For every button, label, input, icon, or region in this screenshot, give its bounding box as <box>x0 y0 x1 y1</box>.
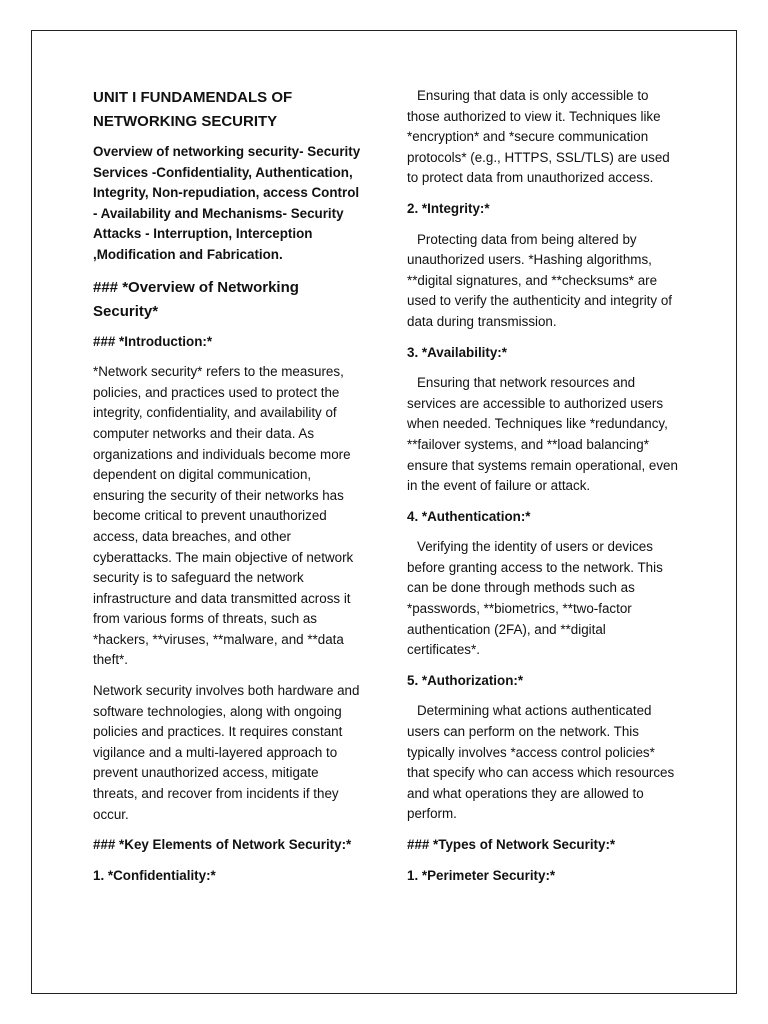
intro-heading: ### *Introduction:* <box>93 333 213 349</box>
key-elements-heading: ### *Key Elements of Network Security:* <box>93 837 352 853</box>
perimeter-security-heading: 1. *Perimeter Security:* <box>407 867 556 883</box>
availability-heading: 3. *Availability:* <box>407 344 507 360</box>
integrity-heading: 2. *Integrity:* <box>407 200 490 216</box>
intro-paragraph-2: Network security involves both hardware and software technologies, along with ongoing policies and practices. It requires constant vigilance and a multi-layered approach to prevent unauthorized access, mitigate threats, and recover from incidents if they occur. <box>93 683 360 822</box>
authentication-heading: 4. *Authentication:* <box>407 508 531 524</box>
confidentiality-text: Ensuring that data is only accessible to those authorized to view it. Techniques like *encryption* and *secure communication protocols* (e.g., HTTPS, SSL/TLS) are used to protect data from unauthorized access. <box>407 88 670 186</box>
overview-heading: ### *Overview of Networking Security* <box>93 278 299 320</box>
confidentiality-heading: 1. *Confidentiality:* <box>93 867 216 883</box>
intro-paragraph-1: *Network security* refers to the measures, policies, and practices used to protect the integrity, confidentiality, and availability of computer networks and their data. As organizations and individuals become more dependent on digital communication, ensuring the security of their networks has become critical to prevent unauthorized access, data breaches, and other cyberattacks. The main objective of network security is to safeguard the network infrastructure and data transmitted across it from various forms of threats, such as *hackers, **viruses, **malware, and **data theft*. <box>93 364 354 668</box>
document-title: UNIT I FUNDAMENDALS OF NETWORKING SECURITY <box>93 89 293 130</box>
syllabus-summary: Overview of networking security- Security Services -Confidentiality, Authentication, Integrity, Non-repudiation, access Control - Availability and Mechanisms- Security Attacks - Interruption, Interception ,Modification and Fabrication. <box>93 144 361 262</box>
types-heading: ### *Types of Network Security:* <box>407 837 616 852</box>
authentication-text: Verifying the identity of users or devices before granting access to the network. This can be done through methods such as *passwords, **biometrics, **two-factor authentication (2FA), and **digital certificates*. <box>407 539 663 658</box>
right-column <box>407 86 679 896</box>
integrity-text: Protecting data from being altered by unauthorized users. *Hashing algorithms, **digital signatures, and **checksums* are used to verify the authenticity and integrity of data during transmission. <box>407 231 672 329</box>
left-column <box>93 86 365 896</box>
authorization-text: Determining what actions authenticated users can perform on the network. This typically involves *access control policies* that specify who can access which resources and what operations they are allowed to perform. <box>407 703 675 822</box>
availability-text: Ensuring that network resources and services are accessible to authorized users when needed. Techniques like *redundancy, **failover systems, and **load balancing* ensure that systems remain operational, even in the event of failure or attack. <box>407 375 678 494</box>
authorization-heading: 5. *Authorization:* <box>407 672 524 688</box>
